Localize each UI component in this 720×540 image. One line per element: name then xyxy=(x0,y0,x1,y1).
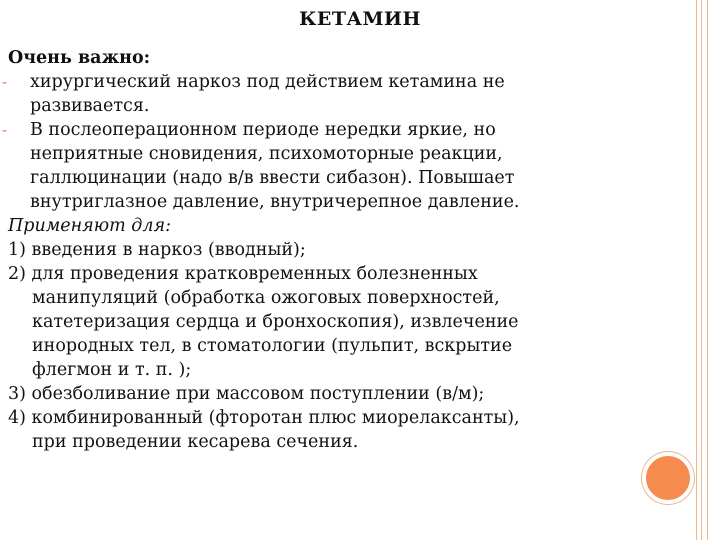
item-1: 1) введения в наркоз (вводный); xyxy=(8,240,306,260)
slide-title: КЕТАМИН xyxy=(299,8,421,30)
item-4-line-2: при проведении кесарева сечения. xyxy=(32,432,359,452)
bullet-2-line-2: неприятные сновидения, психомоторные реакции, xyxy=(30,144,503,164)
bullet-1-line-2: развивается. xyxy=(30,96,150,116)
item-2-line-4: инородных тел, в стоматологии (пульпит, вскрытие xyxy=(32,336,513,356)
item-4-line-1: 4) комбинированный (фторотан плюс миорелаксанты), xyxy=(8,408,520,428)
bullet-dash: - xyxy=(2,121,8,139)
item-2-line-5: флегмон и т. п. ); xyxy=(32,360,192,380)
item-2-line-1: 2) для проведения кратковременных болезненных xyxy=(8,264,478,284)
bullet-2-line-4: внутриглазное давление, внутричерепное давление. xyxy=(30,192,520,212)
bullet-dash: - xyxy=(2,73,8,91)
item-2-line-2: манипуляций (обработка ожоговых поверхностей, xyxy=(32,288,500,308)
bullet-2-line-1: - В послеоперационном периоде нередки яркие, но xyxy=(2,120,496,140)
item-3: 3) обезболивание при массовом поступлении (в/м); xyxy=(8,384,485,404)
bullet-2-line-3: галлюцинации (надо в/в ввести сибазон). Повышает xyxy=(30,168,515,188)
bullet-1-line-1: - хирургический наркоз под действием кетамина не xyxy=(2,72,505,92)
item-2-line-3: катетеризация сердца и бронхоскопия), извлечение xyxy=(32,312,519,332)
apply-heading: Применяют для: xyxy=(8,216,171,236)
decorative-orange-circle xyxy=(642,452,694,504)
slide-body xyxy=(2,46,640,454)
decorative-frame-lines xyxy=(696,0,716,540)
important-heading: Очень важно: xyxy=(8,48,151,68)
